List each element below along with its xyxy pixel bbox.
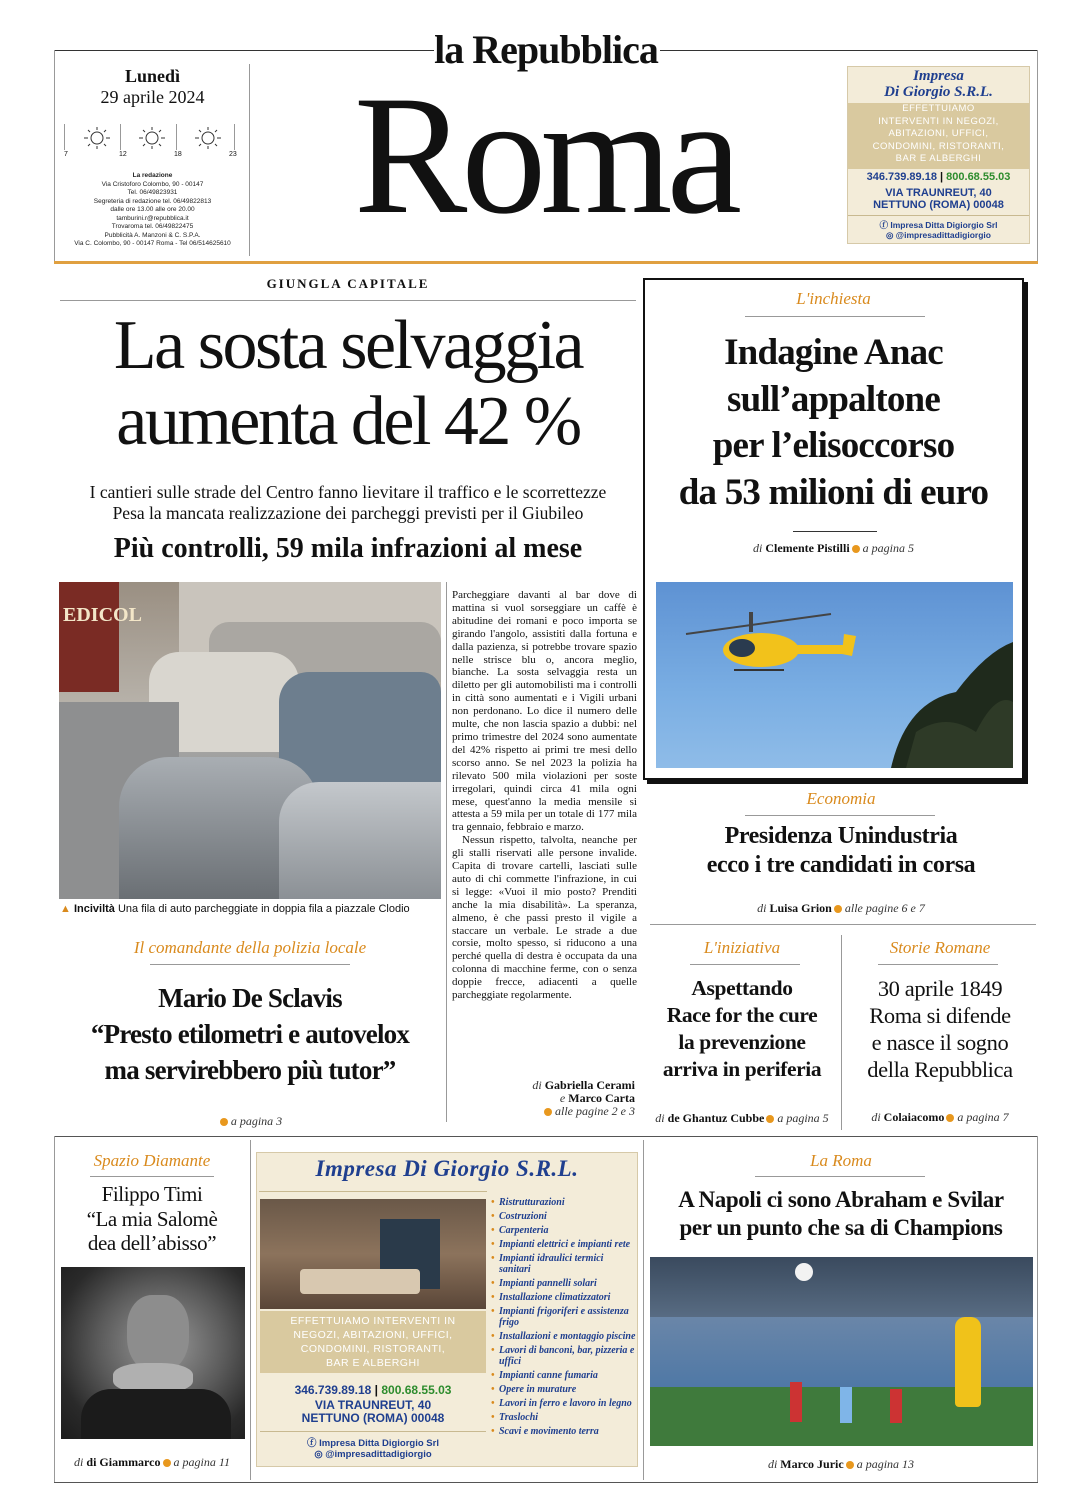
bullet-icon: • — [491, 1384, 495, 1395]
byline-prefix: di — [767, 1457, 778, 1471]
inquiry-headline[interactable] — [645, 330, 1022, 516]
storie-headline-line: e nasce il sogno — [871, 1030, 1009, 1055]
ad-service-label: Impianti frigoriferi e assistenza frigo — [499, 1306, 629, 1328]
interview-headline[interactable] — [56, 980, 444, 1088]
sun-icon — [80, 127, 114, 149]
ad-service-item — [491, 1292, 637, 1303]
diamante-photo-portrait[interactable] — [61, 1267, 245, 1439]
weather-temp: 7 — [64, 151, 68, 158]
weather-temp: 18 — [174, 151, 182, 158]
sun-icon — [191, 127, 225, 149]
ad-service-item — [491, 1306, 637, 1328]
ad-service-label: Scavi e movimento terra — [499, 1426, 599, 1437]
diamante-headline-line: dea dell’abisso” — [87, 1231, 217, 1255]
bullet-icon: • — [491, 1239, 495, 1250]
ad-service-item — [491, 1412, 637, 1423]
bottom-ad-photo-interior — [260, 1199, 486, 1309]
bottom-ad-divider — [260, 1431, 486, 1432]
page-dot-icon — [544, 1108, 552, 1116]
ad-service-line: INTERVENTI IN NEGOZI, — [878, 115, 999, 127]
ad-facebook[interactable] — [848, 220, 1029, 230]
lead-byline — [452, 1079, 635, 1118]
sport-headline-line: per un punto che sa di Champions — [679, 1215, 1003, 1240]
ad-service-item — [491, 1331, 637, 1342]
interview-page-link[interactable] — [60, 1114, 440, 1129]
instagram-icon: ◎ — [886, 230, 896, 240]
bottom-ad-services — [260, 1314, 486, 1370]
inquiry-headline-line: Indagine Anac — [724, 332, 943, 373]
economy-headline[interactable] — [645, 822, 1037, 880]
byline-author: Luisa Grion — [769, 901, 832, 915]
page-dot-icon — [852, 545, 860, 553]
ad-service-item — [491, 1345, 637, 1367]
lead-subhead-line: I cantieri sulle strade del Centro fanno lievitare il traffico e le scorrettezze — [89, 482, 607, 502]
lead-kicker: GIUNGLA CAPITALE — [266, 276, 430, 291]
instagram-icon: ◎ — [314, 1449, 326, 1460]
ad-phone: 346.739.89.18 — [866, 171, 937, 183]
edition-title: Roma — [353, 61, 737, 249]
ad-service-label: Impianti idraulici termici sanitari — [499, 1253, 604, 1275]
initiative-byline[interactable] — [645, 1111, 839, 1126]
redazione-line: Tel. 06/49823931 — [127, 189, 178, 196]
bottom-advertisement[interactable] — [256, 1152, 638, 1467]
page-dot-icon — [220, 1118, 228, 1126]
bottom-ad-phones — [260, 1383, 486, 1397]
bullet-icon: • — [491, 1370, 495, 1381]
ad-service-item — [491, 1197, 637, 1208]
ad-service-label: Impianti canne fumaria — [499, 1370, 598, 1381]
initiative-kicker: L'iniziativa — [703, 938, 781, 957]
economy-kicker-rule — [745, 815, 935, 816]
initiative-headline-line: arriva in periferia — [662, 1057, 822, 1081]
ad-service-line: CONDOMINI, RISTORANTI, — [872, 140, 1005, 152]
ad-facebook-label: Impresa Ditta Digiorgio Srl — [890, 220, 998, 230]
diamante-kicker: Spazio Diamante — [93, 1151, 211, 1170]
byline-author: Marco Juric — [780, 1457, 844, 1471]
helicopter-illustration — [656, 582, 1013, 768]
ad-address-line: VIA TRAUNREUT, 40 — [885, 187, 992, 199]
byline-author: Colaiacomo — [883, 1110, 945, 1124]
ad-phones — [848, 171, 1029, 183]
byline-prefix: di — [532, 1078, 542, 1092]
lead-subhead — [56, 482, 640, 524]
ad-service-label: Traslochi — [499, 1412, 539, 1423]
inquiry-photo-helicopter[interactable] — [656, 582, 1013, 768]
ad-social — [848, 220, 1029, 240]
ad-instagram[interactable] — [848, 230, 1029, 240]
portrait-shoulders — [81, 1389, 231, 1439]
lead-deck: Più controlli, 59 mila infrazioni al mese — [113, 533, 583, 564]
lead-kicker-rule — [60, 300, 636, 301]
ad-instagram-label: @impresadittadigiorgio — [895, 230, 991, 240]
goalkeeper — [955, 1317, 981, 1407]
page-dot-icon — [163, 1459, 171, 1467]
facebook-icon: ⓕ — [879, 220, 891, 230]
lead-caption — [60, 903, 450, 915]
player-blue — [840, 1387, 852, 1423]
redazione-line: Trovaroma tel. 06/49822475 — [111, 223, 194, 230]
brand-title: la Repubblica — [434, 27, 658, 72]
redazione-title: La redazione — [132, 172, 173, 179]
economy-headline-line: Presidenza Unindustria — [724, 823, 958, 849]
ad-service-label: Lavori in ferro e lavoro in legno — [499, 1398, 632, 1409]
ad-service-item — [491, 1370, 637, 1381]
ad-instagram[interactable] — [260, 1449, 486, 1460]
interview-kicker-rule — [150, 964, 350, 965]
lead-column-divider — [446, 582, 447, 1122]
date-day: Lunedì — [124, 66, 181, 86]
byline-prefix: di — [74, 1455, 84, 1469]
caption-label: Inciviltà — [73, 903, 115, 915]
date-divider — [249, 64, 250, 256]
bottom-ad-service-line: NEGOZI, ABITAZIONI, UFFICI, — [293, 1329, 453, 1341]
lead-headline[interactable] — [56, 308, 640, 460]
sport-kicker-rule — [755, 1176, 925, 1177]
inquiry-headline-line: sull’appaltone — [727, 378, 940, 420]
ad-divider — [848, 215, 1029, 216]
inquiry-kicker: L'inchiesta — [796, 289, 871, 308]
initiative-headline-line: Aspettando — [691, 976, 793, 1000]
economy-headline-line: ecco i tre candidati in corsa — [706, 852, 976, 878]
interview-kicker: Il comandante della polizia locale — [133, 938, 367, 957]
initiative-headline-line: la prevenzione — [678, 1030, 806, 1054]
ad-service-item — [491, 1211, 637, 1222]
byline-prefix: di — [753, 541, 763, 555]
page-dot-icon — [946, 1114, 954, 1122]
ad-phone-separator: | — [374, 1383, 379, 1397]
economy-kicker: Economia — [806, 789, 876, 808]
ad-title-line2: Di Giorgio S.R.L. — [884, 84, 993, 100]
storie-headline-line: 30 aprile 1849 — [877, 976, 1003, 1001]
byline-author: Marco Carta — [568, 1091, 635, 1105]
ad-service-item — [491, 1239, 637, 1250]
sun-icon — [135, 127, 169, 149]
ad-service-item — [491, 1278, 637, 1289]
redazione-line: Pubblicità A. Manzoni & C. S.P.A. — [104, 231, 201, 239]
ad-instagram-label: @impresadittadigiorgio — [325, 1449, 432, 1460]
sport-headline[interactable] — [645, 1186, 1037, 1242]
diamante-byline[interactable] — [56, 1455, 248, 1470]
interview-headline-line: Mario De Sclavis — [158, 983, 342, 1013]
frame-right — [1037, 50, 1038, 262]
ad-service-label: Carpenteria — [499, 1225, 549, 1236]
redazione-line: Via C. Colombo, 90 - 00147 Roma - Tel 06/514625610 — [74, 240, 231, 247]
bottom-ad-service-line: CONDOMINI, RISTORANTI, — [300, 1343, 446, 1355]
byline-prefix: di — [757, 901, 767, 915]
byline-pages: alle pagine 2 e 3 — [555, 1104, 635, 1118]
diamante-headline-line: Filippo Timi — [101, 1182, 203, 1206]
sport-byline[interactable] — [645, 1457, 1037, 1472]
ad-phone: 800.68.55.03 — [381, 1383, 452, 1397]
byline-prefix: di — [871, 1110, 881, 1124]
caption-triangle-icon: ▲ — [60, 903, 71, 915]
ad-title-line1: Impresa — [913, 68, 964, 84]
redazione-line: dalle ore 13.00 alle ore 20.00 — [110, 206, 195, 213]
lead-body-paragraph: Nessun rispetto, talvolta, neanche per gli stalli riservati alle persone invalide. Capita di trovare cartelli, lasciati sulle auto di chi commette l'infrazione, in cui si legge: «Vuoi il mio posto? Prenditi anche la mia disabilità». La speranza, almeno, è che passi presto il vigile a staccare un verbale. Le strade a due corsie, molto spesso, si riducono a una perché quella di destra è occupata da una colonna di macchine ferme, con o senza doppie frecce, adiacenti a quelle parcheggiate regolarmente. — [452, 834, 637, 1002]
date-full: 29 aprile 2024 — [100, 87, 205, 107]
initiative-divider — [841, 935, 842, 1130]
bottom-frame-right — [1037, 1136, 1038, 1482]
bottom-ad-social — [260, 1438, 486, 1460]
ad-service-line: EFFETTUIAMO — [902, 103, 975, 114]
redazione-line: tamburini.r@repubblica.it — [116, 214, 189, 222]
masthead-separator — [54, 261, 1038, 264]
storie-headline-line: della Repubblica — [867, 1057, 1013, 1082]
byline-pages: a pagina 3 — [230, 1114, 283, 1128]
byline-author: Gabriella Cerami — [544, 1078, 635, 1092]
byline-pages: a pagina 11 — [173, 1455, 230, 1469]
ad-address-line: NETTUNO (ROMA) 00048 — [873, 199, 1004, 211]
initiative-headline-line: Race for the cure — [666, 1003, 818, 1027]
byline-pages: alle pagine 6 e 7 — [844, 901, 925, 915]
ad-service-label: Installazione climatizzatori — [499, 1292, 611, 1303]
ad-service-label: Opere in murature — [499, 1384, 577, 1395]
bottom-ad-title: Impresa Di Giorgio S.R.L. — [315, 1156, 579, 1181]
ad-service-label: Lavori di banconi, bar, pizzeria e uffici — [499, 1345, 635, 1367]
byline-author: de Ghantuz Cubbe — [667, 1111, 765, 1125]
bottom-divider-2 — [643, 1140, 644, 1480]
bullet-icon: • — [491, 1292, 495, 1303]
bullet-icon: • — [491, 1331, 495, 1342]
byline-conjunction: e — [559, 1091, 566, 1105]
weather-temp: 12 — [119, 151, 127, 158]
ad-service-item — [491, 1384, 637, 1395]
ad-service-item — [491, 1253, 637, 1275]
photo-car-right — [279, 782, 441, 899]
bottom-band-rule — [54, 1136, 1038, 1137]
inquiry-headline-line: per l’elisoccorso — [712, 425, 955, 466]
ad-address — [848, 187, 1029, 211]
bullet-icon: • — [491, 1426, 495, 1437]
ad-facebook[interactable] — [260, 1438, 486, 1449]
facebook-icon: ⓕ — [307, 1438, 320, 1449]
ad-service-line: ABITAZIONI, UFFICI, — [888, 128, 989, 139]
bottom-ad-service-line: BAR E ALBERGHI — [326, 1357, 420, 1369]
bullet-icon: • — [491, 1197, 495, 1208]
masthead-rule-right — [660, 50, 1038, 51]
bottom-ad-title-rule — [259, 1191, 487, 1192]
sport-kicker: La Roma — [810, 1151, 872, 1170]
masthead-rule-left — [54, 50, 434, 51]
ad-service-item — [491, 1225, 637, 1236]
bullet-icon: • — [491, 1278, 495, 1289]
byline-pages: a pagina 7 — [957, 1110, 1009, 1124]
page-dot-icon — [766, 1115, 774, 1123]
bottom-ad-services-list — [491, 1197, 637, 1440]
interior-bed — [300, 1269, 420, 1294]
sport-headline-line: A Napoli ci sono Abraham e Svilar — [678, 1187, 1004, 1212]
economy-byline[interactable] — [645, 901, 1037, 916]
byline-prefix: di — [655, 1111, 665, 1125]
lead-headline-line: aumenta del 42 % — [116, 383, 580, 460]
economy-bottom-rule — [650, 924, 1036, 925]
sport-photo-stadium[interactable] — [650, 1257, 1033, 1446]
diamante-headline-line: “La mia Salomè — [86, 1206, 218, 1231]
page-dot-icon — [834, 905, 842, 913]
bottom-divider-1 — [250, 1140, 251, 1480]
bottom-frame-base — [54, 1482, 1038, 1483]
ad-service-label: Ristrutturazioni — [499, 1197, 565, 1208]
bottom-ad-address — [260, 1399, 486, 1425]
storie-headline[interactable] — [843, 975, 1037, 1083]
ad-phone: 800.68.55.03 — [946, 171, 1011, 183]
interview-headline-line: ma servirebbero più tutor” — [104, 1055, 396, 1085]
bottom-frame-left — [54, 1136, 55, 1482]
bullet-icon: • — [491, 1225, 495, 1236]
lead-subhead-line: Pesa la mancata realizzazione dei parcheggi previsti per il Giubileo — [112, 503, 584, 523]
ad-phone-separator: | — [940, 171, 944, 183]
ad-facebook-label: Impresa Ditta Digiorgio Srl — [319, 1438, 439, 1449]
byline-author: Clemente Pistilli — [765, 541, 850, 555]
ad-service-item — [491, 1426, 637, 1437]
byline-pages: a pagina 5 — [862, 541, 914, 555]
lead-page-link[interactable] — [452, 1105, 635, 1118]
lead-headline-line: La sosta selvaggia — [113, 307, 583, 384]
byline-pages: a pagina 13 — [856, 1457, 915, 1471]
bottom-ad-service-line: EFFETTUIAMO INTERVENTI IN — [290, 1315, 456, 1327]
lead-body-paragraph: Parcheggiare davanti al bar dove di mattina si vuol sorseggiare un caffè è abitudine dei romani e poco importa se girando l'angolo, assistiti dalla fortuna e dalla pazienza, si potrebbe trovare spazio nelle strisce blu o, ancora meglio, bianche. La sosta selvaggia resta un diletto per gli automobilisti ma i controlli in città sono aumentati e i Vigili urbani non perdonano. Lo dice il numero delle multe, che non lascia spazio a dubbi: nel primo trimestre del 2024 sono aumentate del 42% rispetto ai primi tre mesi dello scorso anno. Se nel 2023 la polizia ha rilevato 500 mila violazioni per soste irregolari, quindi circa 41 mila ogni mese, quest'anno la media mensile si attesta a 59 mila per un totale di 177 mila tra gennaio, febbraio e marzo. — [452, 589, 637, 834]
player-red — [790, 1382, 802, 1422]
weather-temp: 23 — [229, 151, 237, 158]
redazione-line: Via Cristoforo Colombo, 90 - 00147 — [101, 180, 204, 188]
photo-kiosk — [59, 582, 119, 692]
ad-address-line: VIA TRAUNREUT, 40 — [314, 1398, 432, 1412]
caption-text: Una fila di auto parcheggiate in doppia fila a piazzale Clodio — [117, 903, 410, 915]
football — [795, 1263, 813, 1281]
ad-service-line: BAR E ALBERGHI — [895, 153, 982, 164]
initiative-headline[interactable] — [645, 975, 839, 1083]
bullet-icon: • — [491, 1253, 495, 1264]
ad-service-label: Impianti pannelli solari — [499, 1278, 597, 1289]
ad-service-label: Impianti elettrici e impianti rete — [499, 1239, 631, 1250]
inquiry-rule — [793, 531, 877, 532]
ad-address-line: NETTUNO (ROMA) 00048 — [301, 1411, 445, 1425]
portrait-face — [127, 1295, 189, 1373]
diamante-headline[interactable] — [56, 1182, 248, 1256]
storie-kicker: Storie Romane — [889, 938, 991, 957]
ad-service-label: Costruzioni — [499, 1211, 547, 1222]
ad-services — [848, 103, 1029, 166]
weather-strip — [64, 124, 244, 160]
bullet-icon: • — [491, 1211, 495, 1222]
photo-kiosk-sign: EDICOL — [63, 604, 142, 626]
storie-byline[interactable] — [843, 1110, 1037, 1125]
lead-body — [452, 589, 637, 1002]
storie-headline-line: Roma si difende — [869, 1003, 1011, 1028]
frame-left — [54, 50, 55, 262]
diamante-kicker-rule — [90, 1176, 214, 1177]
bullet-icon: • — [491, 1412, 495, 1423]
lead-photo-parked-cars[interactable] — [59, 582, 441, 899]
inquiry-kicker-rule — [745, 316, 925, 317]
inquiry-byline[interactable] — [645, 541, 1022, 556]
page-dot-icon — [846, 1461, 854, 1469]
top-advertisement[interactable] — [847, 66, 1030, 244]
interview-headline-line: “Presto etilometri e autovelox — [90, 1019, 410, 1049]
bullet-icon: • — [491, 1345, 495, 1356]
bullet-icon: • — [491, 1398, 495, 1409]
initiative-kicker-rule — [690, 964, 800, 965]
redazione-line: Segreteria di redazione tel. 06/49822813 — [93, 197, 212, 205]
bullet-icon: • — [491, 1306, 495, 1317]
inquiry-headline-line: da 53 milioni di euro — [678, 471, 989, 513]
byline-pages: a pagina 5 — [777, 1111, 829, 1125]
redazione-block — [60, 172, 245, 249]
ad-service-label: Installazioni e montaggio piscine — [499, 1331, 636, 1342]
ad-service-item — [491, 1398, 637, 1409]
storie-kicker-rule — [878, 964, 998, 965]
player-red — [890, 1389, 902, 1423]
byline-author: di Giammarco — [86, 1455, 161, 1469]
ad-phone: 346.739.89.18 — [294, 1383, 372, 1397]
